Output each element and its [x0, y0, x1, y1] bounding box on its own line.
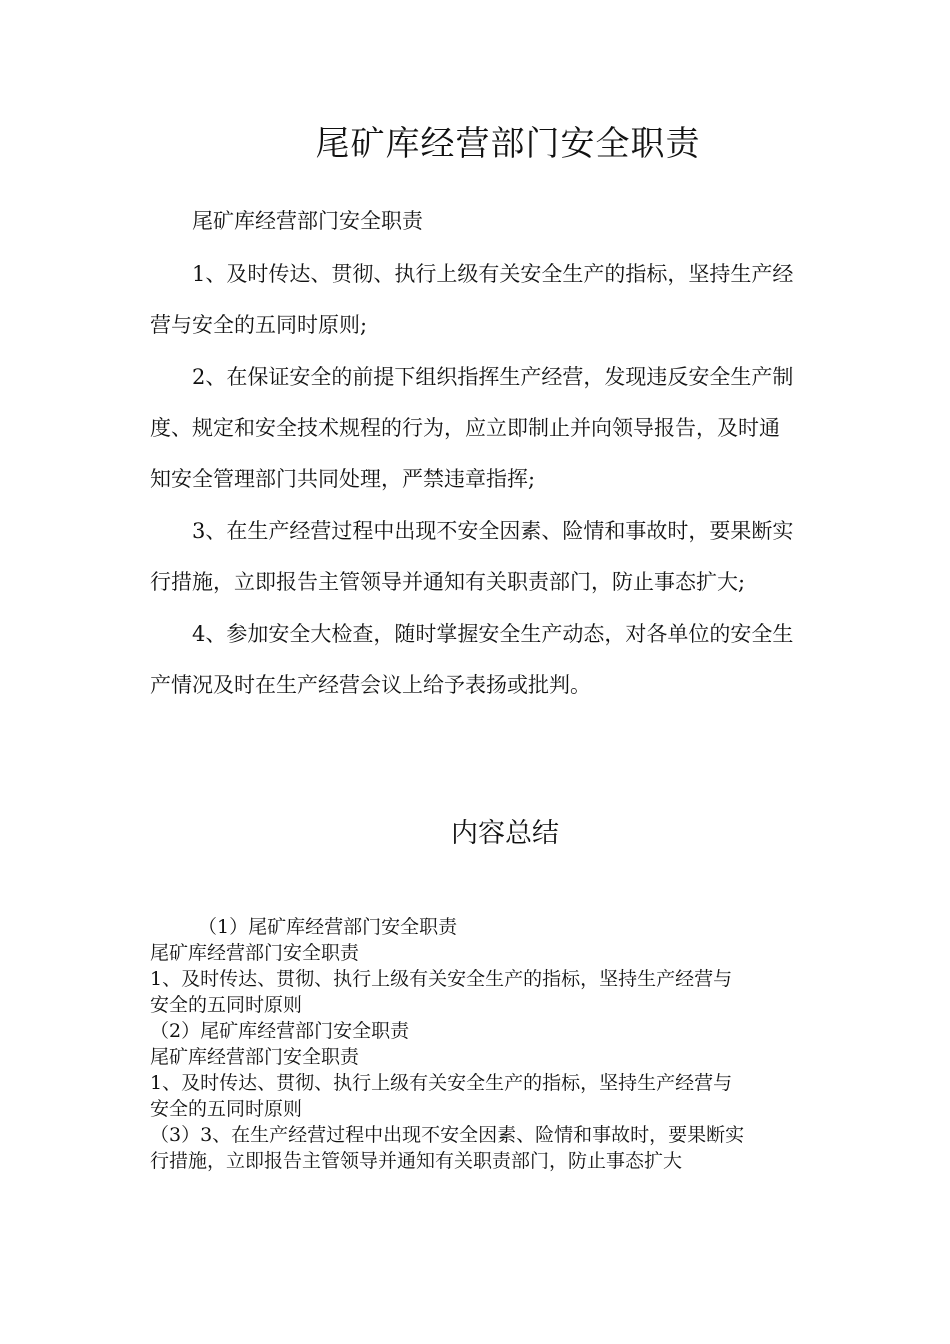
summary-line: 尾矿库经营部门安全职责	[150, 1046, 360, 1068]
summary-line: 行措施，立即报告主管领导并通知有关职责部门，防止事态扩大	[150, 1150, 683, 1172]
duty-item-2: 2、在保证安全的前提下组织指挥生产经营，发现违反安全生产制度、规定和安全技术规程的行为，应立即制止并向领导报告，及时通知安全管理部门共同处理，严禁违章指挥;	[150, 365, 794, 491]
summary-line: 尾矿库经营部门安全职责	[150, 942, 360, 964]
summary-block	[150, 914, 810, 1174]
summary-line: （3）3、在生产经营过程中出现不安全因素、险情和事故时，要果断实	[150, 1124, 745, 1146]
summary-line: 安全的五同时原则	[150, 1098, 303, 1120]
document-subtitle: 尾矿库经营部门安全职责	[192, 209, 423, 233]
summary-title: 内容总结	[451, 818, 559, 849]
document-body	[150, 196, 800, 712]
summary-line: 1、及时传达、贯彻、执行上级有关安全生产的指标，坚持生产经营与	[150, 968, 733, 990]
duty-item-1: 1、及时传达、贯彻、执行上级有关安全生产的指标，坚持生产经营与安全的五同时原则;	[150, 262, 794, 337]
summary-line: 1、及时传达、贯彻、执行上级有关安全生产的指标，坚持生产经营与	[150, 1072, 733, 1094]
summary-line: 安全的五同时原则	[150, 994, 303, 1016]
summary-line: （2）尾矿库经营部门安全职责	[150, 1020, 410, 1042]
document-title: 尾矿库经营部门安全职责	[315, 124, 701, 164]
duty-item-4: 4、参加安全大检查，随时掌握安全生产动态，对各单位的安全生产情况及时在生产经营会议上给予表扬或批判。	[150, 622, 794, 697]
summary-line: （1）尾矿库经营部门安全职责	[198, 916, 458, 938]
duty-item-3: 3、在生产经营过程中出现不安全因素、险情和事故时，要果断实行措施，立即报告主管领导并通知有关职责部门，防止事态扩大;	[150, 519, 794, 594]
